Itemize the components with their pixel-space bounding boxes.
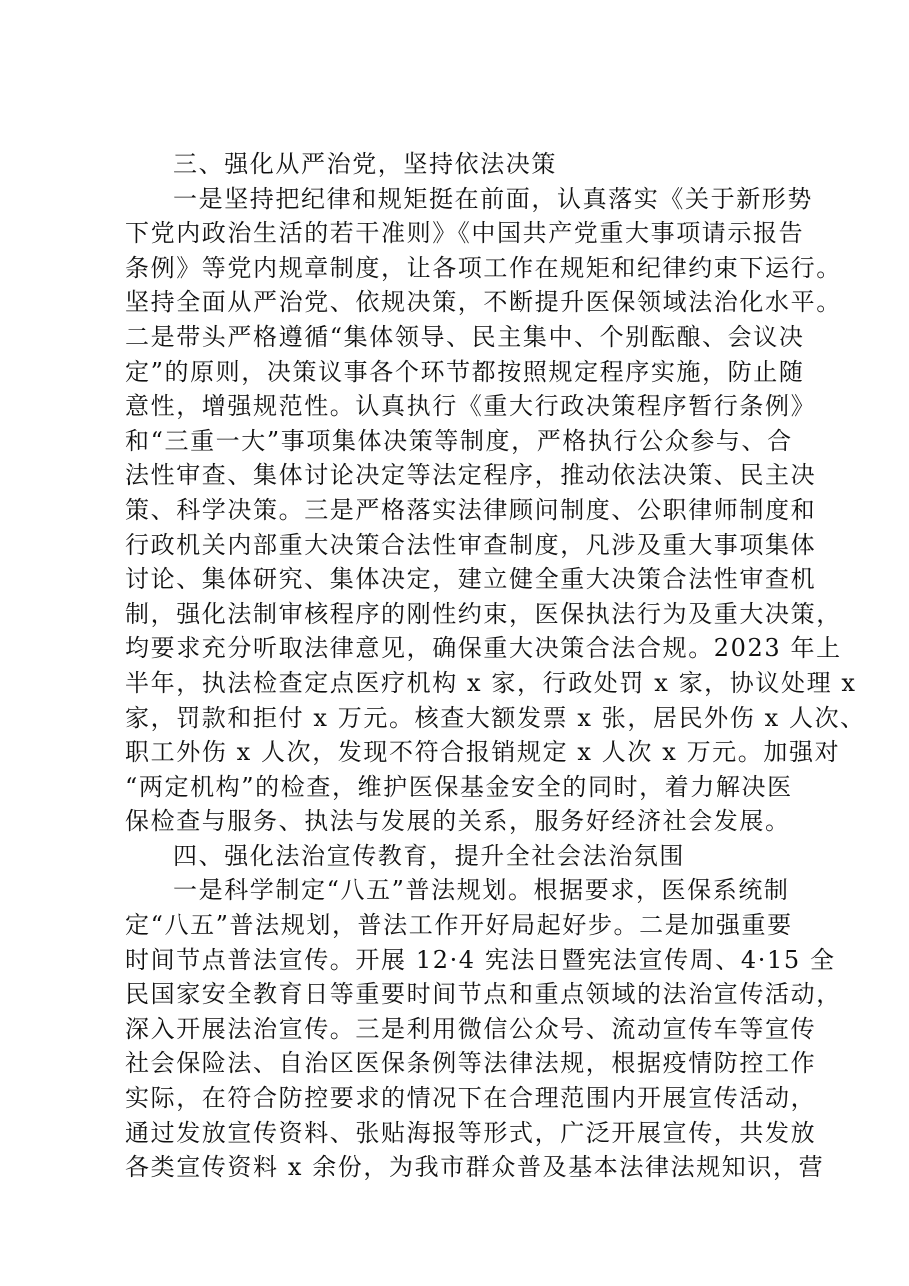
paragraph-line: 一是科学制定“八五”普法规划。根据要求，医保系统制: [173, 876, 790, 905]
paragraph-line: 策、科学决策。三是严格落实法律顾问制度、公职律师制度和: [125, 495, 817, 524]
paragraph-line: 行政机关内部重大决策合法性审查制度，凡涉及重大事项集体: [125, 530, 817, 559]
paragraph-line: 保检查与服务、执法与发展的关系，服务好经济社会发展。: [125, 807, 791, 836]
paragraph-line: 民国家安全教育日等重要时间节点和重点领域的法治宣传活动，: [125, 980, 842, 1009]
section-heading: 四、强化法治宣传教育，提升全社会法治氛围: [173, 841, 685, 870]
paragraph-line: 定”的原则，决策议事各个环节都按照规定程序实施，防止随: [125, 357, 805, 386]
paragraph-line: 家，罚款和拒付 x 万元。核查大额发票 x 张，居民外伤 x 人次、: [125, 703, 866, 732]
section-heading: 三、强化从严治党，坚持依法决策: [173, 150, 557, 178]
paragraph-line: 定“八五”普法规划，普法工作开好局起好步。二是加强重要: [125, 911, 793, 940]
paragraph-line: 实际，在符合防控要求的情况下在合理范围内开展宣传活动，: [125, 1084, 817, 1113]
paragraph-line: 半年，执法检查定点医疗机构 x 家，行政处罚 x 家，协议处理 x: [125, 668, 857, 697]
paragraph-line: 法性审查、集体讨论决定等法定程序，推动依法决策、民主决: [125, 461, 817, 490]
paragraph-line: 各类宣传资料 x 余份，为我市群众普及基本法律法规知识，营: [125, 1153, 825, 1182]
paragraph-line: 均要求充分听取法律意见，确保重大决策合法合规。2023 年上: [125, 634, 842, 663]
paragraph-line: 职工外伤 x 人次，发现不符合报销规定 x 人次 x 万元。加强对: [125, 738, 841, 767]
paragraph-line: 坚持全面从严治党、依规决策，不断提升医保领域法治化水平。: [125, 288, 842, 317]
paragraph-line: 二是带头严格遵循“集体领导、民主集中、个别酝酿、会议决: [125, 322, 805, 351]
document-body: [125, 147, 866, 1185]
paragraph-line: 时间节点普法宣传。开展 12·4 宪法日暨宪法宣传周、4·15 全: [125, 945, 836, 974]
paragraph-line: 讨论、集体研究、集体决定，建立健全重大决策合法性审查机: [125, 565, 817, 594]
paragraph-line: 条例》等党内规章制度，让各项工作在规矩和纪律约束下运行。: [125, 253, 842, 282]
paragraph-line: 制，强化法制审核程序的刚性约束，医保执法行为及重大决策，: [125, 599, 842, 628]
paragraph-line: 意性，增强规范性。认真执行《重大行政决策程序暂行条例》: [125, 392, 817, 421]
paragraph-line: 一是坚持把纪律和规矩挺在前面，认真落实《关于新形势: [173, 184, 813, 213]
paragraph-line: 和“三重一大”事项集体决策等制度，严格执行公众参与、合: [125, 426, 793, 455]
paragraph-line: 深入开展法治宣传。三是利用微信公众号、流动宣传车等宣传: [125, 1014, 817, 1043]
paragraph-line: 下党内政治生活的若干准则》《中国共产党重大事项请示报告: [125, 219, 805, 248]
paragraph-line: “两定机构”的检查，维护医保基金安全的同时，着力解决医: [125, 772, 793, 801]
paragraph-line: 通过发放宣传资料、张贴海报等形式，广泛开展宣传，共发放: [125, 1118, 817, 1147]
paragraph-line: 社会保险法、自治区医保条例等法律法规，根据疫情防控工作: [125, 1049, 817, 1078]
